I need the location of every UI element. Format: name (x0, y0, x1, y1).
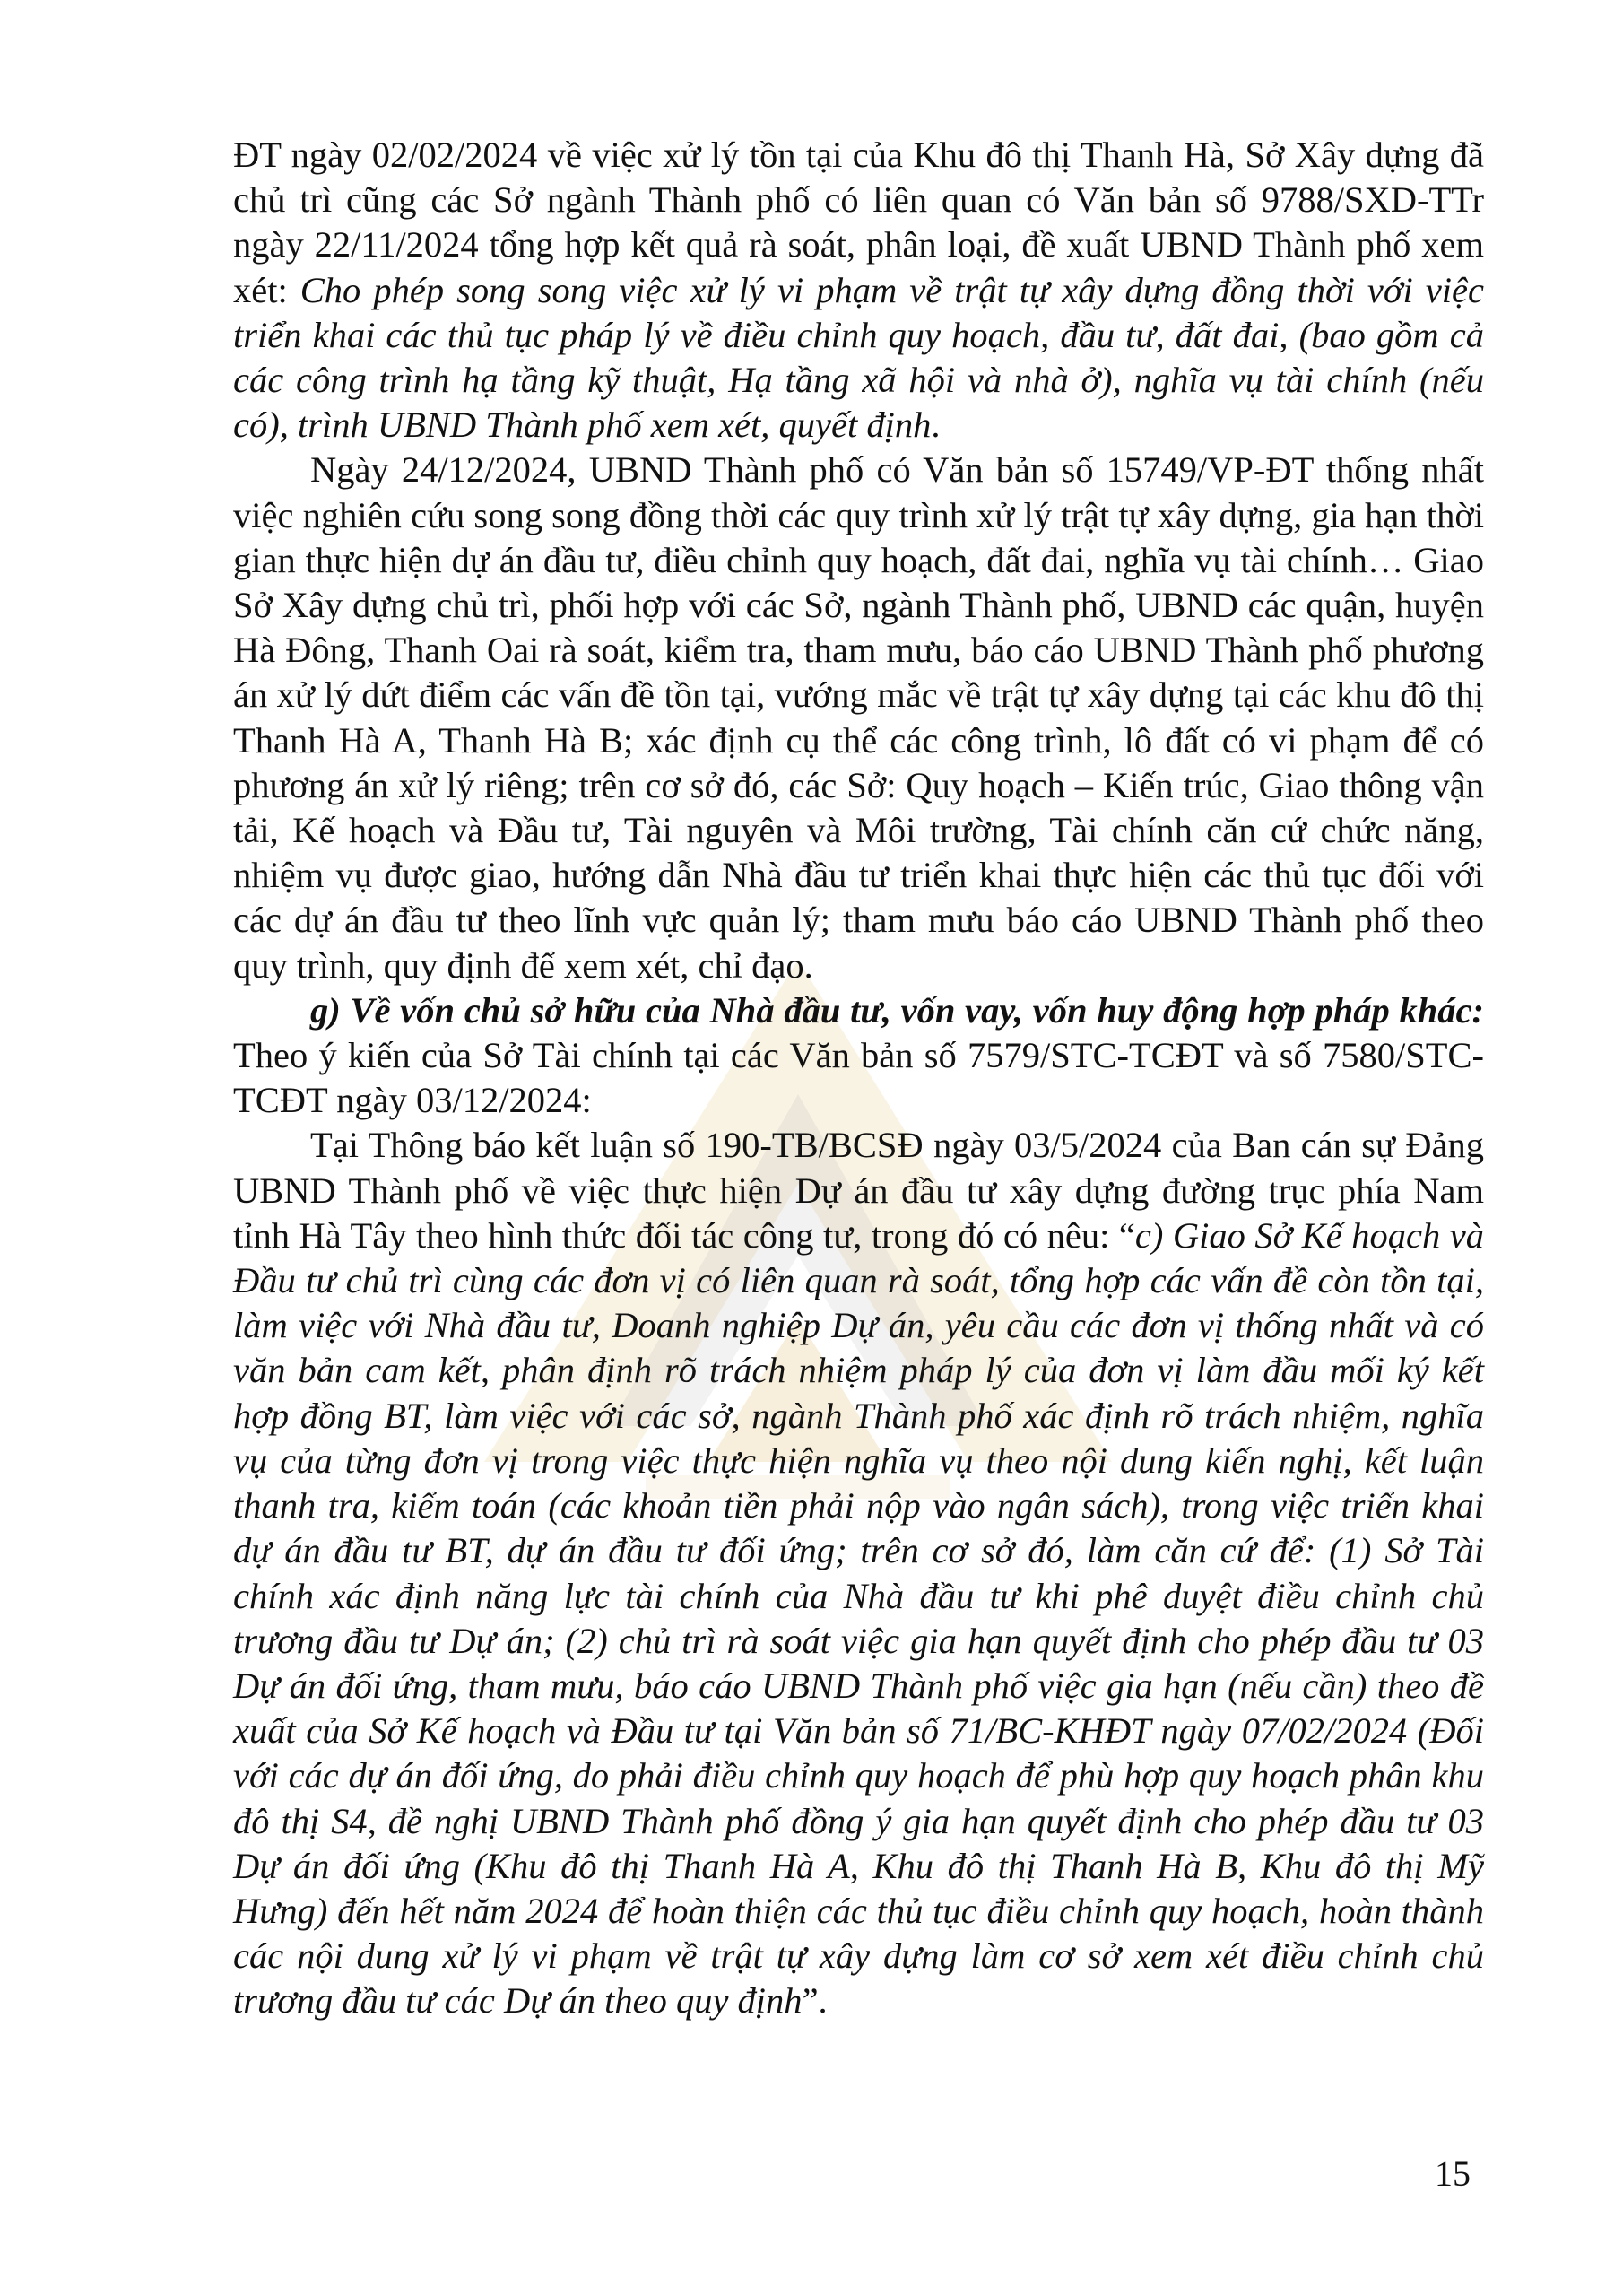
paragraph-4-intro: Tại Thông báo kết luận số 190-TB/BCSĐ ngày 03/5/2024 của Ban cán sự Đảng UBND Thành phố về việc thực hiện Dự án đầu tư xây dựng đường trục phía Nam tỉnh Hà Tây theo hình thức đối tác công tư, trong đó có nêu: “ (233, 1125, 1484, 1256)
page-number: 15 (1435, 2153, 1471, 2194)
paragraph-1-proposal: Cho phép song song việc xử lý vi phạm về trật tự xây dựng đồng thời với việc triển khai các thủ tục pháp lý về điều chỉnh quy hoạch, đầu tư, đất đai, (bao gồm cả các công trình hạ tầng kỹ thuật, Hạ tầng xã hội và nhà ở), nghĩa vụ tài chính (nếu có), trình UBND Thành phố xem xét, quyết định (233, 269, 1484, 446)
paragraph-4-end: ”. (802, 1980, 828, 2022)
document-body (233, 133, 1484, 2024)
paragraph-1-intro: ĐT ngày 02/02/2024 về việc xử lý tồn tại của Khu đô thị Thanh Hà, Sở Xây dựng đã chủ trì cũng các Sở ngành Thành phố có liên quan có Văn bản số 9788/SXD-TTr ngày 22/11/2024 tổng hợp kết quả rà soát, phân loại, đề xuất UBND Thành phố xem xét: (233, 135, 1484, 310)
paragraph-4 (233, 1123, 1484, 2023)
section-g-text: Theo ý kiến của Sở Tài chính tại các Văn bản số 7579/STC-TCĐT và số 7580/STC-TCĐT ngày 03/12/2024: (233, 1035, 1484, 1121)
paragraph-4-quote: c) Giao Sở Kế hoạch và Đầu tư chủ trì cùng các đơn vị có liên quan rà soát, tổng hợp các vấn đề còn tồn tại, làm việc với Nhà đầu tư, Doanh nghiệp Dự án, yêu cầu các đơn vị thống nhất và có văn bản cam kết, phân định rõ trách nhiệm pháp lý của đơn vị làm đầu mối ký kết hợp đồng BT, làm việc với các sở, ngành Thành phố xác định rõ trách nhiệm, nghĩa vụ của từng đơn vị trong việc thực hiện nghĩa vụ theo nội dung kiến nghị, kết luận thanh tra, kiểm toán (các khoản tiền phải nộp vào ngân sách), trong việc triển khai dự án đầu tư BT, dự án đầu tư đối ứng; trên cơ sở đó, làm căn cứ để: (1) Sở Tài chính xác định năng lực tài chính của Nhà đầu tư khi phê duyệt điều chỉnh chủ trương đầu tư Dự án; (2) chủ trì rà soát việc gia hạn quyết định cho phép đầu tư 03 Dự án đối ứng, tham mưu, báo cáo UBND Thành phố việc gia hạn (nếu cần) theo đề xuất của Sở Kế hoạch và Đầu tư tại Văn bản số 71/BC-KHĐT ngày 07/02/2024 (Đối với các dự án đối ứng, do phải điều chỉnh quy hoạch để phù hợp quy hoạch phân khu đô thị S4, đề nghị UBND Thành phố đồng ý gia hạn quyết định cho phép đầu tư 03 Dự án đối ứng (Khu đô thị Thanh Hà A, Khu đô thị Thanh Hà B, Khu đô thị Mỹ Hưng) đến hết năm 2024 để hoàn thiện các thủ tục điều chỉnh quy hoạch, hoàn thành các nội dung xử lý vi phạm về trật tự xây dựng làm cơ sở xem xét điều chỉnh chủ trương đầu tư các Dự án theo quy định (233, 1214, 1484, 2022)
section-g-heading: g) Về vốn chủ sở hữu của Nhà đầu tư, vốn vay, vốn huy động hợp pháp khác: (310, 989, 1484, 1031)
section-g-paragraph (233, 988, 1484, 1124)
paragraph-1 (233, 133, 1484, 448)
paragraph-2 (233, 448, 1484, 987)
paragraph-2-text: Ngày 24/12/2024, UBND Thành phố có Văn bản số 15749/VP-ĐT thống nhất việc nghiên cứu song song đồng thời các quy trình xử lý trật tự xây dựng, gia hạn thời gian thực hiện dự án đầu tư, điều chỉnh quy hoạch, đất đai, nghĩa vụ tài chính… Giao Sở Xây dựng chủ trì, phối hợp với các Sở, ngành Thành phố, UBND các quận, huyện Hà Đông, Thanh Oai rà soát, kiểm tra, tham mưu, báo cáo UBND Thành phố phương án xử lý dứt điểm các vấn đề tồn tại, vướng mắc về trật tự xây dựng tại các khu đô thị Thanh Hà A, Thanh Hà B; xác định cụ thể các công trình, lô đất có vi phạm để có phương án xử lý riêng; trên cơ sở đó, các Sở: Quy hoạch – Kiến trúc, Giao thông vận tải, Kế hoạch và Đầu tư, Tài nguyên và Môi trường, Tài chính căn cứ chức năng, nhiệm vụ được giao, hướng dẫn Nhà đầu tư triển khai thực hiện các thủ tục đối với các dự án đầu tư theo lĩnh vực quản lý; tham mưu báo cáo UBND Thành phố theo quy trình, quy định để xem xét, chỉ đạo. (233, 449, 1484, 986)
paragraph-1-end: . (931, 404, 941, 446)
